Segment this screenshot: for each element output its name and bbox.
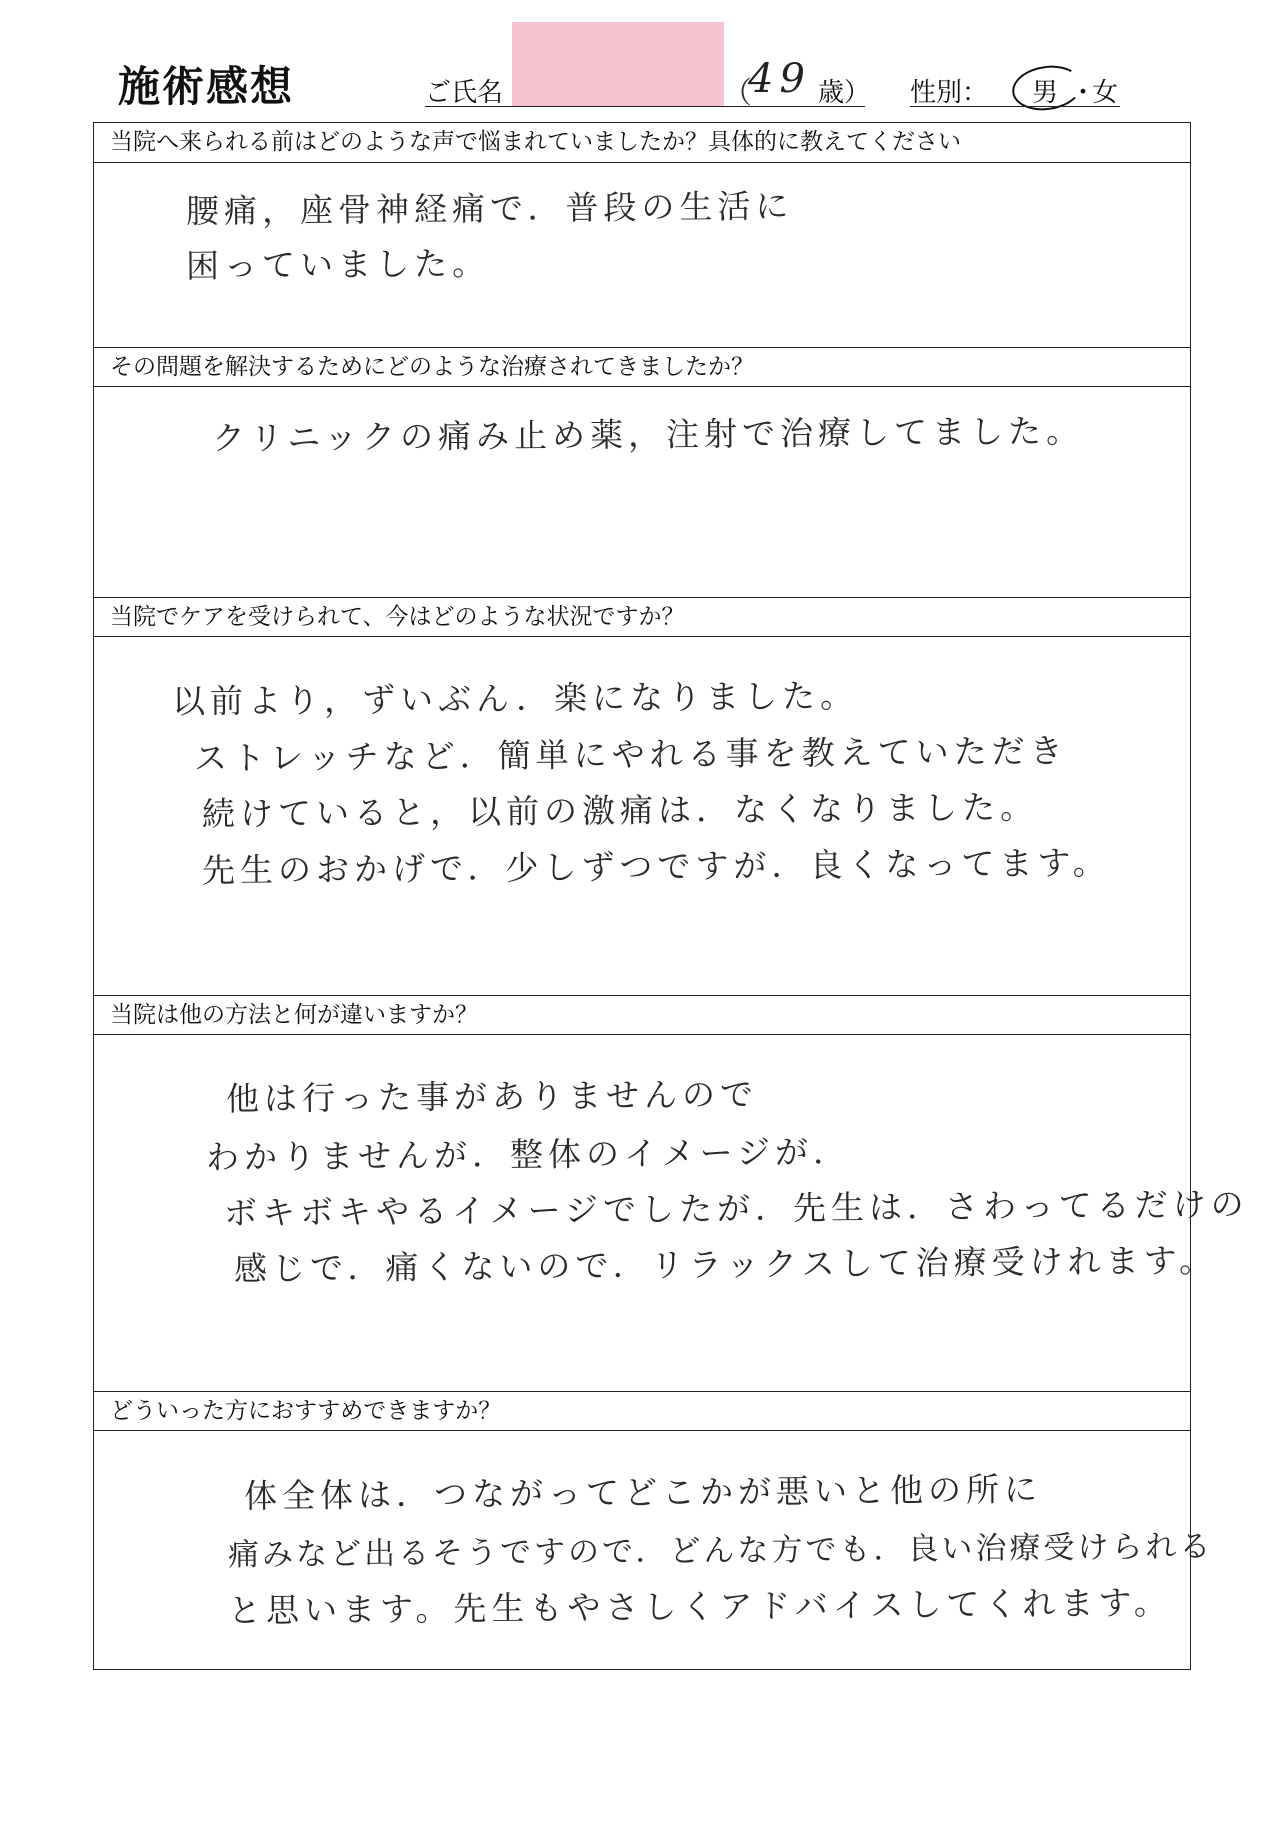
answer-5-line-1: 体全体は．つながってどこかが悪いと他の所に	[243, 1469, 1043, 1516]
answer-4	[94, 1035, 1249, 1385]
name-label: ご氏名	[425, 78, 504, 108]
answer-4-line-2: わかりませんが．整体のイメージが．	[205, 1132, 852, 1177]
answer-2	[94, 387, 1190, 565]
question-5: どういった方におすすめできますか？	[94, 1391, 1190, 1431]
answer-3-line-3: 続けていると，以前の激痛は．なくなりました。	[201, 787, 1039, 834]
answer-3-line-2: ストレッチなど．簡単にやれる事を教えていただき	[193, 731, 1068, 778]
answer-1-line-2: 困っていました。	[185, 243, 491, 286]
question-1: 当院へ来られる前はどのような声で悩まれていましたか？具体的に教えてください	[94, 123, 1190, 163]
redacted-name	[512, 22, 724, 106]
gender-separator: ・	[1070, 78, 1097, 108]
survey-form	[93, 122, 1249, 1670]
answer-5	[94, 1431, 1214, 1669]
question-2: その問題を解決するためにどのような治療されてきましたか？	[94, 347, 1190, 387]
age-unit: 歳）	[818, 78, 871, 108]
answer-4-line-1: 他は行った事がありませんので	[225, 1074, 759, 1119]
answer-1	[94, 163, 1190, 347]
gender-underline	[910, 106, 1120, 107]
question-4: 当院は他の方法と何が違いますか？	[94, 995, 1190, 1035]
answer-3	[94, 637, 1190, 993]
age-value: 49	[748, 56, 811, 102]
answer-4-line-3: ボキボキやるイメージでしたが．先生は．さわってるだけの	[223, 1184, 1249, 1233]
answer-5-line-3: と思います。先生もやさしくアドバイスしてくれます。	[227, 1582, 1172, 1631]
answer-1-line-1: 腰痛，座骨神経痛で．普段の生活に	[185, 186, 794, 231]
gender-option-female: 女	[1092, 78, 1119, 108]
gender-label: 性別：	[910, 78, 989, 108]
answer-4-line-4: 感じで．痛くないので．リラックスして治療受けれます。	[233, 1240, 1218, 1289]
question-3: 当院でケアを受けられて、今はどのような状況ですか？	[94, 597, 1190, 637]
answer-5-line-2: 痛みなど出るそうですので．どんな方でも．良い治療受けられる	[227, 1528, 1214, 1574]
answer-3-line-1: 以前より，ずいぶん．楽になりました。	[171, 676, 859, 721]
age-paren-open: （	[722, 76, 752, 111]
gender-option-male: 男	[1032, 78, 1059, 108]
answer-2-line-1: クリニックの痛み止め薬，注射で治療してました。	[211, 411, 1085, 458]
name-underline	[425, 106, 865, 107]
answer-3-line-4: 先生のおかげで．少しずつですが．良くなってます。	[201, 843, 1111, 890]
page-title: 施術感想	[118, 62, 295, 111]
